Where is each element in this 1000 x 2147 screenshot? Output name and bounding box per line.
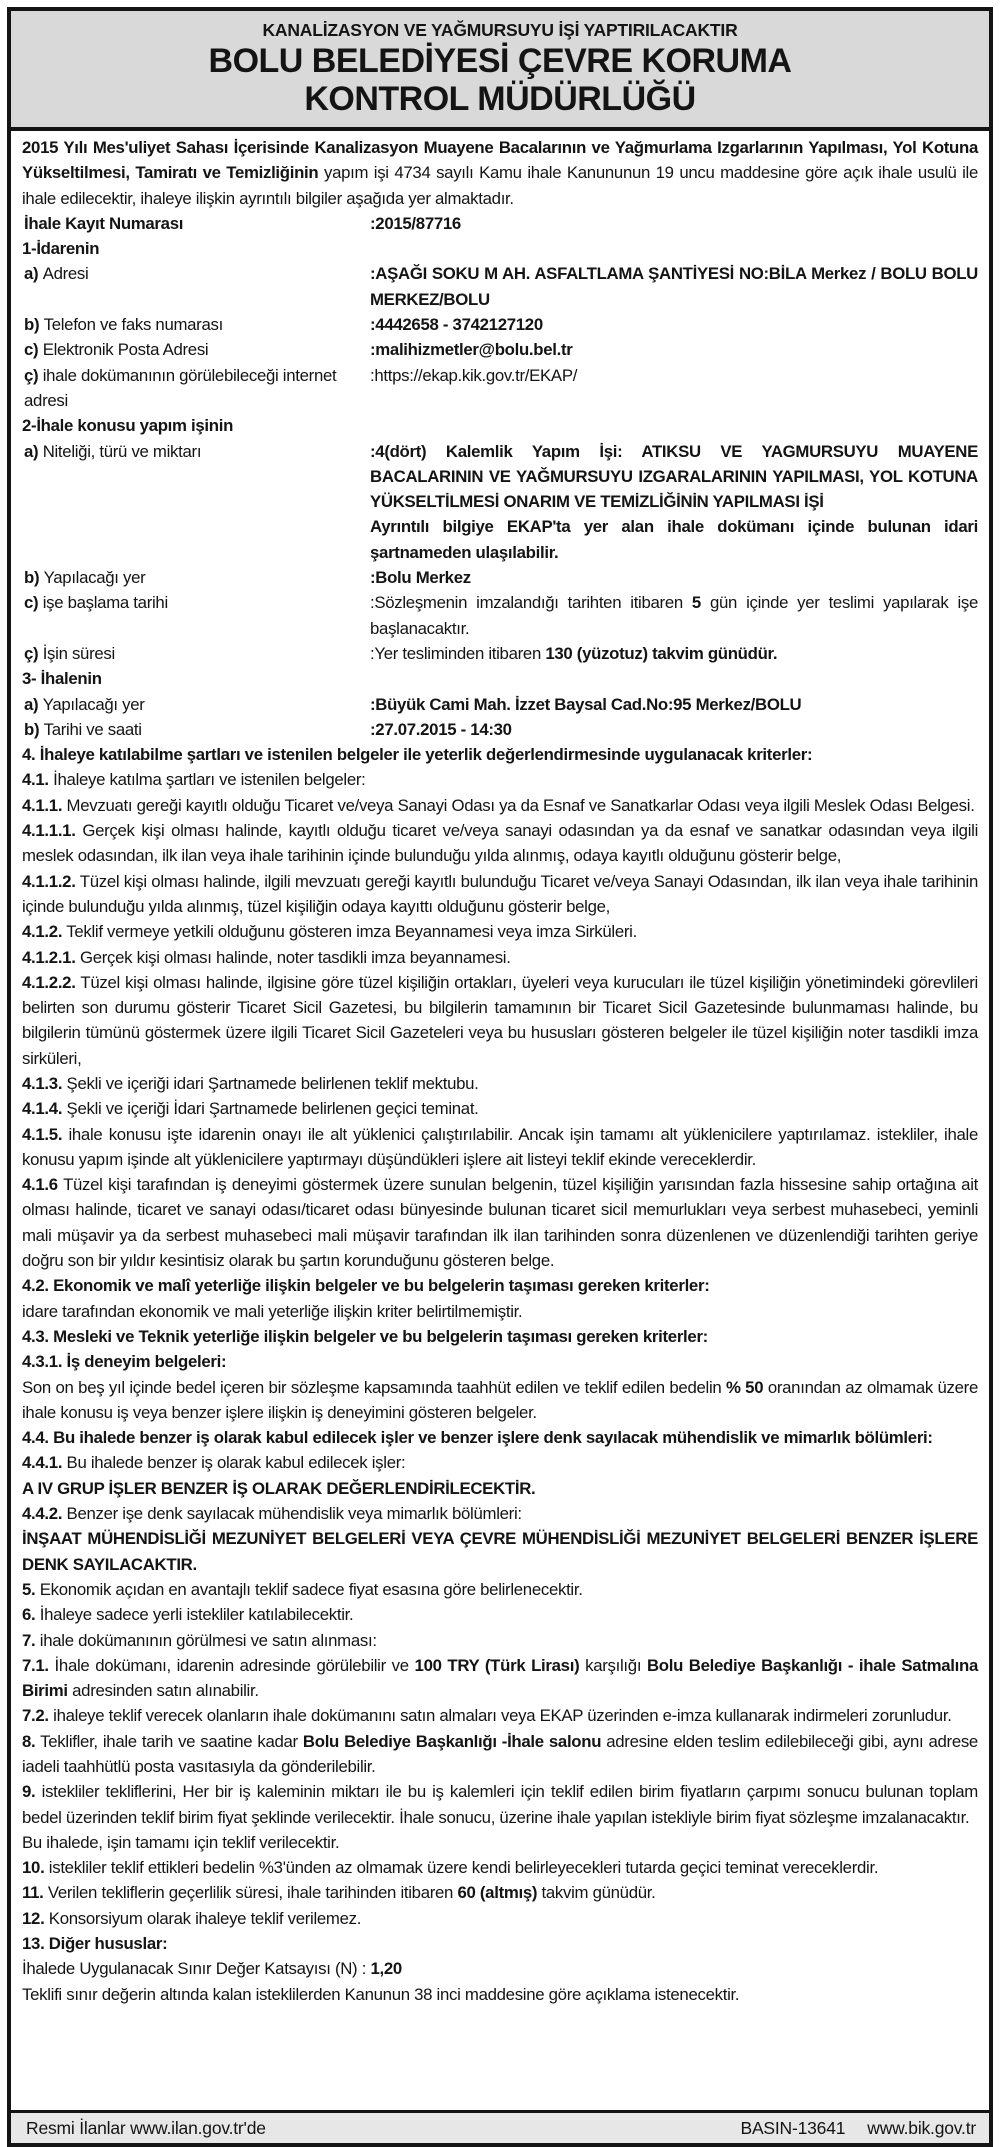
bold-text-run: 7.2. [22, 1706, 49, 1726]
bold-text-run: 3- İhalenin [22, 669, 102, 689]
text-run: Elektronik Posta Adresi [42, 340, 209, 360]
paragraph [22, 1071, 978, 1096]
paragraph [22, 1172, 978, 1273]
bold-text-run: 4.1.1.1. [22, 821, 76, 841]
bold-text-run: 13. Diğer hususlar: [22, 1934, 168, 1954]
bold-text-run: 10. [22, 1858, 45, 1878]
bold-text-run: İhale Kayıt Numarası [24, 213, 184, 233]
bold-text-run: :malihizmetler@bolu.bel.tr [370, 340, 573, 360]
text-run: Tüzel kişi olması halinde, ilgili mevzuatı gereği kayıtlı bulunduğu Ticaret ve/veya Sanayi Odasından, ilk ilan veya ihale tarihinin içinde bulunduğu yılda alınmış, tüzel kişiliğin odaya kayıttı olduğunu gösterir belge, [22, 871, 978, 916]
bold-text-run: 4.1.2. [22, 922, 63, 942]
bold-text-run: :Bolu Merkez [370, 568, 471, 588]
text-run: Şekli ve içeriği idari Şartnamede belirlenen teklif mektubu. [62, 1073, 479, 1093]
text-run: Son on beş yıl içinde bedel içeren bir sözleşme kapsamında taahhüt edilen ve teklif edilen bedelin [22, 1377, 726, 1397]
text-run: Tüzel kişi tarafından iş deneyimi göstermek üzere sunulan belgenin, tüzel kişiliğin yarısından fazla hissesine sahip ortağına ait olması halinde, ticaret ve sanayi odası/ticaret odası bünyesinde bulunan ticaret sicil memurlukları veya serbest muhasebeci, yeminli mali müşavir ya da serbest muhasebeci mali müşavir tarafından ilk ilan tarihinden sonra düzenlenen ve düzenlendiği tarihten geriye doğru son bir yıldır kesintisiz olarak bu şartın korunduğunu gösteren belge. [22, 1175, 978, 1271]
field-value-paragraph [370, 439, 978, 515]
field-row [22, 261, 978, 312]
paragraph [22, 1375, 978, 1426]
paragraph [22, 945, 978, 970]
paragraph [22, 1931, 978, 1956]
bold-text-run: b) [24, 315, 44, 335]
bold-text-run: 2015 Yılı Mes'uliyet Sahası İçerisinde Kanalizasyon Muayene Bacalarının ve Yağmurlama Izgarlarının Yapılması, Yol Kotuna Yükseltilmesi, Tamiratı ve Temizliğinin [22, 138, 978, 183]
bold-text-run: Ayrıntılı bilgiye EKAP'ta yer alan ihale dokümanı içinde bulunan idari şartnameden ulaşılabilir. [370, 517, 978, 562]
text-run: :https://ekap.kik.gov.tr/EKAP/ [370, 365, 578, 385]
bold-text-run: 4.1.4. [22, 1099, 63, 1119]
text-run: oranından az olmamak üzere ihale konusu iş veya benzer işlere ilişkin iş deneyimini gösteren belgeler. [22, 1377, 978, 1422]
field-value [370, 337, 978, 362]
paragraph [22, 1299, 978, 1324]
paragraph [22, 1880, 978, 1905]
paragraph [22, 742, 978, 767]
text-run: takvim günüdür. [537, 1883, 656, 1903]
bold-text-run: 4.2. Ekonomik ve malî yeterliğe ilişkin belgeler ve bu belgelerin taşıması gereken kriterler: [22, 1276, 710, 1296]
bold-text-run: b) [24, 719, 44, 739]
text-run: İhalede Uygulanacak Sınır Değer Katsayısı (N) : [22, 1959, 371, 1979]
text-run: karşılığı [579, 1655, 647, 1675]
bold-text-run: a) [24, 694, 43, 714]
field-value-paragraph [370, 337, 978, 362]
field-value-paragraph [370, 312, 978, 337]
paragraph [22, 1703, 978, 1728]
bold-text-run: 7.1. [22, 1655, 49, 1675]
bold-text-run: A IV GRUP İŞLER BENZER İŞ OLARAK DEĞERLENDİRİLECEKTİR. [22, 1478, 536, 1498]
paragraph [22, 793, 978, 818]
field-value [370, 590, 978, 641]
field-label [22, 565, 370, 590]
bold-text-run: 5. [22, 1579, 36, 1599]
text-run: Teklif vermeye yetkili olduğunu gösteren imza Beyannamesi veya imza Sirküleri. [62, 922, 637, 942]
text-run: adresine elden teslim edilebileceği gibi, aynı adrese iadeli taahhütlü posta vasıtasıyla da gönderilebilir. [22, 1731, 978, 1776]
field-row [22, 337, 978, 362]
text-run: İhaleye katılma şartları ve istenilen belgeler: [48, 770, 366, 790]
field-value-paragraph [370, 363, 978, 388]
section-heading [22, 666, 978, 691]
paragraph [22, 1602, 978, 1627]
paragraph [22, 1526, 978, 1577]
bold-text-run: 9. [22, 1782, 36, 1802]
text-run: :Sözleşmenin imzalandığı tarihten itibaren [370, 593, 692, 613]
bold-text-run: 7. [22, 1630, 36, 1650]
text-run: Benzer işe denk sayılacak mühendislik veya mimarlık bölümleri: [62, 1504, 522, 1524]
paragraph [22, 1855, 978, 1880]
field-value [370, 565, 978, 590]
field-label [22, 312, 370, 337]
paragraph [22, 1982, 978, 2007]
paragraph [22, 1096, 978, 1121]
text-run: Ekonomik açıdan en avantajlı teklif sadece fiyat esasına göre belirlenecektir. [35, 1579, 583, 1599]
bold-text-run: a) [24, 441, 43, 461]
bold-text-run: 2-İhale konusu yapım işinin [22, 416, 234, 436]
text-run: Telefon ve faks numarası [43, 315, 223, 335]
bold-text-run: 4.1.2.1. [22, 947, 76, 967]
text-run: Tarihi ve saati [43, 719, 142, 739]
bold-text-run: 4.3. Mesleki ve Teknik yeterliğe ilişkin belgeler ve bu belgelerin taşıması gereken kriterler: [22, 1326, 708, 1346]
document-body [11, 131, 989, 2110]
paragraph [22, 1830, 978, 1855]
text-run: İşin süresi [42, 643, 115, 663]
footer-right-group [740, 2118, 976, 2139]
field-row [22, 363, 978, 414]
bold-text-run: ç) [24, 643, 43, 663]
text-run: istekliler tekliflerini, Her bir iş kaleminin miktarı ile bu iş kalemleri için teklif edilen birim fiyatların çarpımı sonucu bulunan toplam bedel üzerinden teklif birim fiyat şeklinde verilecektir. İhale sonucu, üzerine ihale yapılan istekliyle birim fiyat sözleşme imzalanacaktır. [22, 1782, 978, 1827]
field-row [22, 312, 978, 337]
text-run: Adresi [42, 264, 89, 284]
bold-text-run: 4.4.2. [22, 1504, 63, 1524]
bold-text-run: % 50 [726, 1377, 764, 1397]
text-run: Konsorsiyum olarak ihaleye teklif verilemez. [44, 1908, 362, 1928]
bold-text-run: 12. [22, 1908, 45, 1928]
paragraph [22, 1956, 978, 1981]
footer-press-url: www.bik.gov.tr [867, 2117, 976, 2138]
bold-text-run: 4.1.6 [22, 1175, 58, 1195]
field-value [370, 692, 978, 717]
bold-text-run: 4.4.1. [22, 1453, 63, 1473]
bold-text-run: Bolu Belediye Başkanlığı - ihale Satmalına Birimi [22, 1655, 978, 1701]
field-value [370, 312, 978, 337]
field-label [22, 692, 370, 717]
paragraph [22, 1628, 978, 1653]
field-row [22, 717, 978, 742]
paragraph [22, 1779, 978, 1830]
text-run: işe başlama tarihi [42, 593, 168, 613]
bold-text-run: 60 (altmış) [457, 1883, 538, 1903]
bold-text-run: Bolu Belediye Başkanlığı -İhale salonu [302, 1731, 602, 1751]
field-label [22, 337, 370, 362]
paragraph [22, 919, 978, 944]
bold-text-run: :4442658 - 3742127120 [370, 315, 543, 335]
bold-text-run: c) [24, 340, 43, 360]
field-row [22, 211, 978, 236]
field-label [22, 590, 370, 641]
bold-text-run: :Büyük Cami Mah. İzzet Baysal Cad.No:95 Merkez/BOLU [370, 694, 802, 714]
bold-text-run: c) [24, 593, 43, 613]
text-run: Gerçek kişi olması halinde, kayıtlı olduğu ticaret ve/veya sanayi odasından ya da esnaf ve sanatkar odasından veya ilgili meslek odasından, ilk ilan veya ihale tarihinin içinde bulunduğu yılda alınmış, odaya kayıtlı olduğunu gösterir belge, [22, 821, 978, 866]
bold-text-run: 6. [22, 1605, 36, 1625]
field-value-paragraph [370, 641, 978, 666]
section-heading [22, 413, 978, 438]
text-run: Şekli ve içeriği İdari Şartnamede belirlenen geçici teminat. [62, 1099, 479, 1119]
field-value-paragraph [370, 261, 978, 312]
text-run: Niteliği, türü ve miktarı [42, 441, 202, 461]
paragraph [22, 1349, 978, 1374]
bold-text-run: 4.1. [22, 770, 49, 790]
field-row [22, 565, 978, 590]
text-run: Mevzuatı gereği kayıtlı olduğu Ticaret ve/veya Sanayi Odası ya da Esnaf ve Sanatkarlar Odası veya ilgili Meslek Odası Belgesi. [62, 795, 975, 815]
document-footer [11, 2110, 989, 2143]
bold-text-run: :AŞAĞI SOKU M AH. ASFALTLAMA ŞANTİYESİ NO:BİLA Merkez / BOLU BOLU MERKEZ/BOLU [370, 264, 978, 309]
field-label [22, 717, 370, 742]
bold-text-run: 11. [22, 1883, 44, 1903]
field-value-paragraph [370, 565, 978, 590]
text-run: Bu ihalede, işin tamamı için teklif verilecektir. [22, 1832, 340, 1852]
paragraph [22, 1476, 978, 1501]
text-run: adresinden satın alınabilir. [67, 1681, 259, 1701]
notice-kicker: KANALİZASYON VE YAĞMURSUYU İŞİ YAPTIRILACAKTIR [262, 20, 738, 40]
bold-text-run: 1-İdarenin [22, 239, 100, 259]
field-row [22, 439, 978, 565]
text-run: istekliler teklif ettikleri bedelin %3'ünden az olmamak üzere kendi belirleyecekleri tutarda geçici teminat vereceklerdir. [44, 1858, 879, 1878]
field-value [370, 641, 978, 666]
paragraph [22, 869, 978, 920]
bold-text-run: :4(dört) Kalemlik Yapım İşi: ATIKSU VE YAGMURSUYU MUAYENE BACALARININ VE YAĞMURSUYU IZGARALARININ YAPILMASI, YOL KOTUNA YÜKSELTİLMESİ ONARIM VE TEMİZLİĞİNİN YAPILMASI İŞİ [370, 441, 978, 512]
field-label [22, 261, 370, 312]
field-value-paragraph [370, 590, 978, 641]
field-value [370, 439, 978, 565]
field-row [22, 641, 978, 666]
paragraph [22, 1324, 978, 1349]
paragraph [22, 1450, 978, 1475]
bold-text-run: 130 (yüzotuz) takvim günüdür. [545, 643, 778, 663]
bold-text-run: 4.3.1. İş deneyim belgeleri: [22, 1352, 227, 1372]
bold-text-run: İNŞAAT MÜHENDİSLİĞİ MEZUNİYET BELGELERİ VEYA ÇEVRE MÜHENDİSLİĞİ MEZUNİYET BELGELERİ BENZER İŞLERE DENK SAYILACAKTIR. [22, 1529, 978, 1574]
paragraph [22, 1273, 978, 1298]
field-row [22, 590, 978, 641]
bold-text-run: :27.07.2015 - 14:30 [370, 719, 512, 739]
field-value [370, 261, 978, 312]
document-frame [7, 7, 993, 2147]
text-run: ihale dokümanının görülmesi ve satın alınması: [35, 1630, 377, 1650]
footer-press-code: BASIN-13641 [740, 2117, 846, 2138]
field-value [370, 363, 978, 414]
bold-text-run: b) [24, 568, 44, 588]
paragraph [22, 1425, 978, 1450]
text-run: İhaleye sadece yerli istekliler katılabilecektir. [35, 1605, 354, 1625]
bold-text-run: 4.1.1.2. [22, 871, 76, 891]
text-run: yapım işi 4734 sayılı Kamu ihale Kanununun 19 uncu maddesine göre açık ihale usulü ile ihale edilecektir, ihaleye ilişkin ayrıntılı bilgiler aşağıda yer almaktadır. [22, 163, 978, 208]
paragraph [22, 970, 978, 1071]
field-value [370, 717, 978, 742]
field-label [22, 641, 370, 666]
text-run: Tüzel kişi olması halinde, ilgisine göre tüzel kişiliğin ortakları, üyeleri veya kurucuları ile tüzel kişiliğin yönetimindeki görevlileri belirten son durumu gösterir Ticaret Sicil Gazetesi, bu bilgilerin tamamının bir Ticaret Sicil Gazetesinde bulunmaması halinde, bu bilgilerin tümünü göstermek üzere ilgili Ticaret Sicil Gazeteleri veya bu hususları gösteren belgeler ile tüzel kişiliğin noter tasdikli imza sirküleri, [22, 972, 978, 1068]
field-label [22, 211, 370, 236]
paragraph [22, 1501, 978, 1526]
text-run: Yapılacağı yer [42, 694, 145, 714]
bold-text-run: 5 [691, 593, 701, 613]
bold-text-run: 4.1.3. [22, 1073, 63, 1093]
paragraph [22, 1729, 978, 1780]
text-run: gün içinde yer teslimi yapılarak işe başlanacaktır. [370, 593, 978, 638]
text-run: Verilen tekliflerin geçerlilik süresi, ihale tarihinden itibaren [43, 1883, 458, 1903]
field-value [370, 211, 978, 236]
text-run: Gerçek kişi olması halinde, noter tasdikli imza beyannamesi. [75, 947, 511, 967]
text-run: Bu ihalede benzer iş olarak kabul edilecek işler: [62, 1453, 406, 1473]
paragraph [22, 767, 978, 792]
field-label [22, 363, 370, 414]
text-run: :Yer tesliminden itibaren [370, 643, 546, 663]
paragraph [22, 1577, 978, 1602]
text-run: ihale konusu işte idarenin onayı ile alt yüklenici çalıştırılabilir. Ancak işin tamamı alt yüklenicilere yaptırılamaz. istekliler, ihale konusu yapım işinde alt yüklenicilere yaptırmayı düşündükleri işlere ait listeyi teklif ekinde vereceklerdir. [22, 1124, 978, 1169]
text-run: Teklifler, ihale tarih ve saatine kadar [35, 1731, 303, 1751]
paragraph [22, 818, 978, 869]
section-heading [22, 236, 978, 261]
field-row [22, 692, 978, 717]
bold-text-run: :2015/87716 [370, 213, 461, 233]
field-value-paragraph [370, 514, 978, 565]
bold-text-run: 4.1.1. [22, 795, 63, 815]
bold-text-run: 4.4. Bu ihalede benzer iş olarak kabul edilecek işler ve benzer işlere denk sayılacak mühendislik ve mimarlık bölümleri: [22, 1428, 933, 1448]
bold-text-run: 4.1.5. [22, 1124, 63, 1144]
field-value-paragraph [370, 211, 978, 236]
text-run: ihaleye teklif verecek olanların ihale dokümanını satın almaları veya EKAP üzerinden e-imza kullanarak indirmeleri zorunludur. [48, 1706, 952, 1726]
organization-title-line1: BOLU BELEDİYESİ ÇEVRE KORUMA [208, 42, 792, 80]
footer-official-ads-note: Resmi İlanlar www.ilan.gov.tr'de [26, 2117, 266, 2138]
bold-text-run: 100 TRY (Türk Lirası) [414, 1655, 580, 1675]
document-header [11, 11, 989, 131]
bold-text-run: 4. İhaleye katılabilme şartları ve istenilen belgeler ile yeterlik değerlendirmesinde uygulanacak kriterler: [22, 745, 813, 765]
field-value-paragraph [370, 717, 978, 742]
text-run: Yapılacağı yer [43, 568, 146, 588]
field-label [22, 439, 370, 565]
text-run: İhale dokümanı, idarenin adresinde görülebilir ve [48, 1655, 415, 1675]
text-run: idare tarafından ekonomik ve mali yeterliğe ilişkin kriter belirtilmemiştir. [22, 1301, 523, 1321]
bold-text-run: ç) [24, 365, 43, 385]
bold-text-run: a) [24, 264, 43, 284]
paragraph [22, 1653, 978, 1704]
paragraph [22, 1906, 978, 1931]
bold-text-run: 4.1.2.2. [22, 972, 76, 992]
text-run: ihale dokümanının görülebileceği internet adresi [24, 365, 337, 410]
field-value-paragraph [370, 692, 978, 717]
bold-text-run: 8. [22, 1731, 36, 1751]
text-run: Teklifi sınır değerin altında kalan isteklilerden Kanunun 38 inci maddesine göre açıklama istenecektir. [22, 1984, 740, 2004]
bold-text-run: 1,20 [370, 1959, 402, 1979]
organization-title-line2: KONTROL MÜDÜRLÜĞÜ [304, 80, 696, 118]
paragraph [22, 1122, 978, 1173]
paragraph [22, 135, 978, 211]
